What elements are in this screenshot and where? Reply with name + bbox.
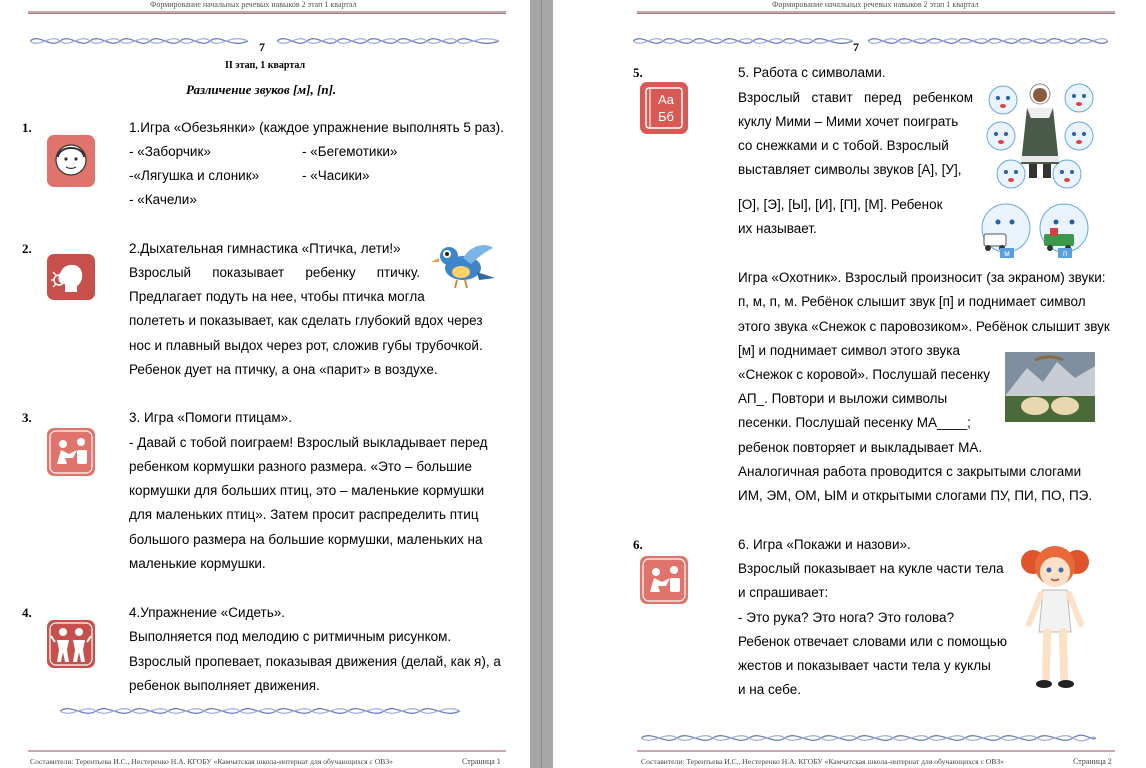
item-text-line: кормушки для больших птиц, это – маленькие кормушки (129, 483, 485, 498)
item-text-line: Взрослый показывает на кукле части тела (738, 561, 1004, 576)
item-text-line: - Давай с тобой поиграем! Взрослый выкладывает перед (129, 435, 488, 450)
bird-icon (427, 238, 497, 292)
item-text-line: -«Лягушка и слоник» (129, 168, 260, 183)
item-text-line: ИМ, ЭМ, ОМ, ЫМ и открытыми слогами ПУ, ПИ, ПО, ПЭ. (738, 488, 1093, 503)
page-gap-line (541, 0, 542, 768)
item-text-line: ребенок выполняет движения. (129, 678, 320, 693)
face-articulation-icon (47, 135, 95, 187)
item-text-line: нос и плавный выдох через рот, сложив губы трубочкой. (129, 338, 483, 353)
item-text-line: Взрослый пропевает, показывая движения (делай, как я), а (129, 654, 501, 669)
movement-icon (47, 620, 95, 668)
snowball-label-m: м (1004, 249, 1010, 258)
item-text-line: и на себе. (738, 682, 801, 697)
item-text-line: этого звука «Снежок с паровозиком». Ребёнок слышит звук (738, 319, 1110, 334)
item-number: 3. (22, 410, 32, 425)
item-text-line: Ребенок отвечает словами или с помощью (738, 634, 1007, 649)
item-text-word: ребенку (305, 265, 356, 280)
ornament-border-icon (868, 33, 1108, 49)
header-rule (28, 11, 506, 14)
document-page-left (0, 0, 530, 768)
snowball-symbols-icon (976, 198, 1094, 260)
item-number: 6. (633, 537, 643, 552)
page-label: Страница 1 (462, 757, 501, 766)
item-text-line: и спрашивает: (738, 585, 829, 600)
page-title: Различение звуков [м], [п]. (186, 82, 337, 97)
doll-with-snowballs-icon (983, 78, 1098, 196)
item-text-line: полететь и показывает, как сделать глубокий вдох через (129, 313, 483, 328)
item-text-line: Предлагает подуть на нее, чтобы птичка могла (129, 289, 425, 304)
item-text-line: 4.Упражнение «Сидеть». (129, 605, 286, 620)
page-footer-text: Составители: Терентьева И.С., Нестеренко Н.А. КГОБУ «Камчатская школа-интернат для обучающихся с ОВЗ» (30, 757, 393, 766)
item-text-line: 3. Игра «Помоги птицам». (129, 410, 292, 425)
item-text-line: - Это рука? Это нога? Это голова? (738, 610, 955, 625)
item-text-line: Аналогичная работа проводится с закрытыми слогами (738, 464, 1082, 479)
item-text-word: Взрослый (738, 90, 801, 105)
item-text-word: ставит (811, 90, 853, 105)
ornament-border-icon (641, 730, 1096, 746)
item-text-word: перед (863, 90, 902, 105)
page-gap (530, 0, 553, 768)
ornament-border-icon (60, 703, 460, 719)
item-text-line: ребенок повторяет и выкладывает МА. (738, 440, 983, 455)
item-text-line: маленькие кормушки. (129, 556, 266, 571)
abc-icon-text-bottom: Бб (658, 109, 674, 124)
item-text-line: 2.Дыхательная гимнастика «Птичка, лети!» (129, 241, 401, 256)
item-text-line: 5. Работа с символами. (738, 65, 886, 80)
item-text-line: для маленьких птиц». Затем просит распределить птиц (129, 507, 479, 522)
doll-icon (1019, 540, 1091, 695)
item-text-line: АП_. Повтори и выложи символы (738, 391, 948, 406)
item-text-line: - «Заборчик» (129, 144, 211, 159)
item-text-line: со снежками и с тобой. Взрослый (738, 138, 949, 153)
ornament-border-icon (30, 33, 248, 49)
item-text-line: - «Качели» (129, 192, 197, 207)
item-text-line (738, 90, 973, 105)
item-text-line: 1.Игра «Обезьянки» (каждое упражнение выполнять 5 раз). (129, 120, 504, 135)
play-activity-icon (640, 556, 688, 604)
item-text-line: ребенком кормушки разного размера. «Это – большие (129, 459, 473, 474)
item-text-line: «Снежок с коровой». Послушай песенку (738, 367, 990, 382)
page-number: 7 (259, 40, 265, 54)
ornament-border-icon (277, 33, 499, 49)
item-text-line: куклу Мими – Мими хочет поиграть (738, 114, 959, 129)
cow-photo-icon (1005, 352, 1095, 422)
item-text-line: Игра «Охотник». Взрослый произносит (за экраном) звуки: (738, 270, 1106, 285)
item-text-line: песенки. Послушай песенку МА____; (738, 415, 971, 430)
abc-book-icon (640, 82, 688, 134)
item-text-line: большого размера на большие кормушки, маленьких на (129, 532, 483, 547)
item-text-line: Ребенок дует на птичку, а она «парит» в воздухе. (129, 362, 438, 377)
page-number: 7 (853, 40, 859, 54)
item-text-line: Выполняется под мелодию с ритмичным рисунком. (129, 629, 452, 644)
item-text-line (129, 265, 420, 280)
item-number: 5. (633, 65, 643, 80)
item-number: 1. (22, 120, 32, 135)
item-text-line: п, м, п, м. Ребёнок слышит звук [п] и поднимает символ (738, 294, 1086, 309)
play-activity-icon (47, 428, 95, 476)
item-text-line: [О], [Э], [Ы], [И], [П], [М]. Ребенок (738, 197, 943, 212)
ornament-border-icon (633, 33, 853, 49)
item-text-line: - «Часики» (302, 168, 370, 183)
item-number: 2. (22, 241, 32, 256)
item-text-line: [м] и поднимает символ этого звука (738, 343, 960, 358)
header-rule (637, 11, 1115, 14)
item-text-word: птичку. (376, 265, 420, 280)
item-text-line: 6. Игра «Покажи и назови». (738, 537, 911, 552)
item-text-word: показывает (212, 265, 285, 280)
footer-rule (637, 750, 1115, 752)
page-header-text: Формирование начальных речевых навыков 2 этап 1 квартал (150, 0, 357, 9)
footer-rule (28, 750, 506, 752)
page-header-text: Формирование начальных речевых навыков 2 этап 1 квартал (772, 0, 979, 9)
document-page-right (553, 0, 1146, 768)
item-text-word: Взрослый (129, 265, 192, 280)
item-text-line: выставляет символы звуков [А], [У], (738, 162, 962, 177)
page-footer-text: Составители: Терентьева И.С., Нестеренко Н.А. КГОБУ «Камчатская школа-интернат для обучающихся с ОВЗ» (641, 757, 1004, 766)
breathing-icon (47, 254, 95, 300)
stage-label: II этап, 1 квартал (225, 60, 306, 71)
snowball-label-p: п (1062, 249, 1068, 258)
item-text-line: - «Бегемотики» (302, 144, 398, 159)
item-number: 4. (22, 605, 32, 620)
item-text-word: ребенком (912, 90, 973, 105)
abc-icon-text-top: Аа (657, 92, 675, 107)
page-label: Страница 2 (1073, 757, 1112, 766)
item-text-line: их называет. (738, 221, 817, 236)
item-text-line: жестов и показывает части тела у куклы (738, 658, 991, 673)
